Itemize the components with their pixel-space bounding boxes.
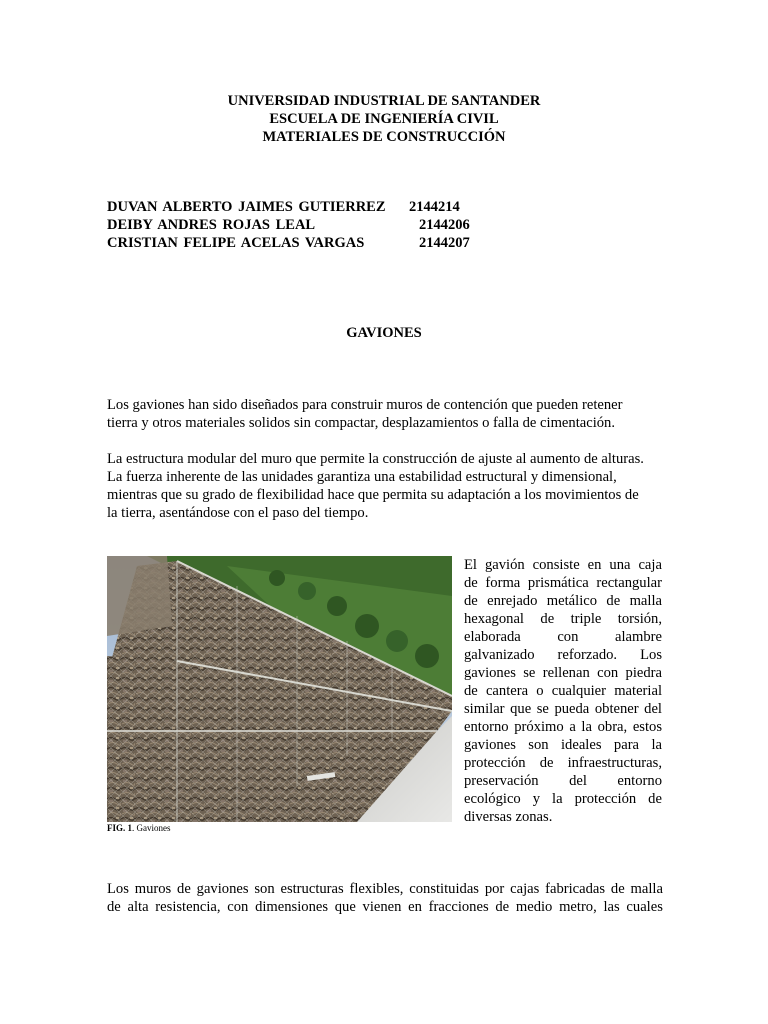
word: resistencia,: [155, 899, 221, 915]
paragraph-line: mientras que su grado de flexibilidad hace que permita su adaptación a los movimientos de: [107, 487, 639, 503]
word: Los: [107, 881, 129, 897]
word: a: [569, 719, 576, 735]
author-name: DEIBY ANDRES ROJAS LEAL: [107, 217, 316, 233]
word: ideales: [560, 737, 602, 753]
paragraph-line: Los gaviones han sido diseñados para construir muros de contención que pueden retener: [107, 397, 623, 413]
word: consiste: [532, 557, 580, 573]
word: se: [536, 701, 549, 717]
university-name: UNIVERSIDAD INDUSTRIAL DE SANTANDER: [227, 93, 541, 109]
word: forma: [485, 575, 521, 591]
word: material: [614, 683, 662, 699]
paragraph-line: [464, 628, 662, 646]
word: del: [644, 701, 662, 717]
word: prismática: [527, 575, 589, 591]
word: las: [603, 899, 620, 915]
word: cualquier: [551, 683, 607, 699]
paragraph-line: [464, 754, 662, 772]
word: entorno: [464, 719, 509, 735]
word: de: [606, 593, 621, 609]
gabion-wall-photo: [107, 556, 452, 822]
author-id: 2144206: [419, 217, 470, 233]
word: la: [581, 719, 592, 735]
gabion-description: [464, 556, 662, 826]
word: la: [651, 737, 662, 753]
paragraph-line: La fuerza inherente de las unidades garantiza una estabilidad estructural y dimensional,: [107, 469, 617, 485]
author-name: CRISTIAN FELIPE ACELAS VARGAS: [107, 235, 365, 251]
course-name: MATERIALES DE CONSTRUCCIÓN: [262, 129, 506, 145]
word: gavión: [484, 557, 525, 573]
word: por: [484, 881, 505, 897]
document-header: [0, 92, 768, 146]
figure-caption: [107, 823, 171, 834]
word: con: [557, 629, 579, 645]
paragraph-line: [107, 898, 663, 916]
word: Los: [640, 647, 662, 663]
paragraph-line: La estructura modular del muro que permite la construcción de ajuste al aumento de alturas.: [107, 451, 644, 467]
word: una: [609, 557, 631, 573]
word: la: [552, 791, 563, 807]
word: gaviones: [196, 881, 249, 897]
word: de: [177, 881, 191, 897]
paragraph-line: [464, 556, 662, 574]
author-id: 2144214: [409, 199, 460, 215]
word: de: [464, 575, 478, 591]
word: caja: [638, 557, 662, 573]
paragraph-line: [464, 718, 662, 736]
paragraph-line: [464, 808, 662, 826]
word: de: [464, 683, 478, 699]
word: infraestructuras,: [567, 755, 662, 771]
paragraph-line: [464, 700, 662, 718]
word: gaviones: [464, 665, 516, 681]
word: El: [464, 557, 477, 573]
paragraph-line: tierra y otros materiales solidos sin compactar, desplazamientos o falla de cimentación.: [107, 415, 615, 431]
word: protección: [574, 791, 637, 807]
word: fabricadas: [545, 881, 606, 897]
paragraph-line: [464, 682, 662, 700]
word: y: [532, 791, 541, 807]
word: de: [464, 593, 478, 609]
word: de: [107, 899, 121, 915]
author-name: DUVAN ALBERTO JAIMES GUTIERREZ: [107, 199, 386, 215]
word: alambre: [614, 629, 662, 645]
word: rectangular: [596, 575, 662, 591]
word: o: [536, 683, 544, 699]
word: malla: [629, 593, 662, 609]
paragraph-line: la tierra, asentándose con el paso del tiempo.: [107, 505, 369, 521]
figure-caption-label: FIG. 1: [107, 823, 133, 833]
word: de: [610, 881, 625, 897]
word: ecológico: [464, 791, 521, 807]
word: reforzado.: [557, 647, 618, 663]
gabion-walls-paragraph: [107, 880, 663, 916]
word: del: [569, 773, 587, 789]
paragraph-line: [464, 574, 662, 592]
word: estructuras: [280, 881, 344, 897]
word: fracciones: [428, 899, 489, 915]
word: constituidas: [409, 881, 479, 897]
word: dimensiones: [255, 899, 329, 915]
word: alta: [127, 899, 149, 915]
word: se: [523, 665, 536, 681]
word: rellenan: [542, 665, 590, 681]
word: entorno: [617, 773, 662, 789]
figure-caption-text: . Gaviones: [132, 823, 171, 833]
word: torsión,: [617, 611, 662, 627]
word: que: [334, 899, 356, 915]
word: son: [254, 881, 275, 897]
paragraph-line: [464, 610, 662, 628]
word: pueda: [554, 701, 590, 717]
school-name: ESCUELA DE INGENIERÍA CIVIL: [269, 111, 499, 127]
structure-paragraph: [107, 450, 663, 522]
paragraph-line: [464, 646, 662, 664]
word: malla: [630, 881, 663, 897]
word: preservación: [464, 773, 539, 789]
paragraph-line: [464, 664, 662, 682]
word: de: [539, 755, 554, 771]
word: próximo: [514, 719, 564, 735]
word: galvanizado: [464, 647, 535, 663]
word: metálico: [546, 593, 598, 609]
author-id: 2144207: [419, 235, 470, 251]
word: estos: [632, 719, 662, 735]
paragraph-line: [464, 592, 662, 610]
paragraph-line: [107, 880, 663, 898]
word: para: [613, 737, 640, 753]
word: de: [648, 791, 662, 807]
word: hexagonal: [464, 611, 524, 627]
word: piedra: [625, 665, 662, 681]
word: flexibles,: [349, 881, 404, 897]
word: similar: [464, 701, 505, 717]
word: cajas: [510, 881, 540, 897]
word: vienen: [362, 899, 402, 915]
word: que: [510, 701, 532, 717]
paragraph-line: [464, 790, 662, 808]
word: obtener: [594, 701, 639, 717]
word: metro,: [559, 899, 597, 915]
word: cantera: [485, 683, 529, 699]
paragraph-line: [464, 772, 662, 790]
word: con: [597, 665, 619, 681]
word: diversas zonas.: [464, 809, 553, 825]
word: en: [408, 899, 422, 915]
word: son: [528, 737, 549, 753]
paragraph-line: [464, 736, 662, 754]
word: enrejado: [487, 593, 538, 609]
document-title: GAVIONES: [346, 325, 422, 341]
word: gaviones: [464, 737, 516, 753]
word: triple: [570, 611, 602, 627]
word: elaborada: [464, 629, 521, 645]
word: de: [540, 611, 555, 627]
intro-paragraph: [107, 396, 663, 432]
word: con: [227, 899, 249, 915]
word: medio: [515, 899, 553, 915]
word: muros: [134, 881, 172, 897]
word: obra,: [597, 719, 628, 735]
word: protección: [464, 755, 526, 771]
word: en: [587, 557, 602, 573]
word: cuales: [626, 899, 663, 915]
word: de: [495, 899, 510, 915]
